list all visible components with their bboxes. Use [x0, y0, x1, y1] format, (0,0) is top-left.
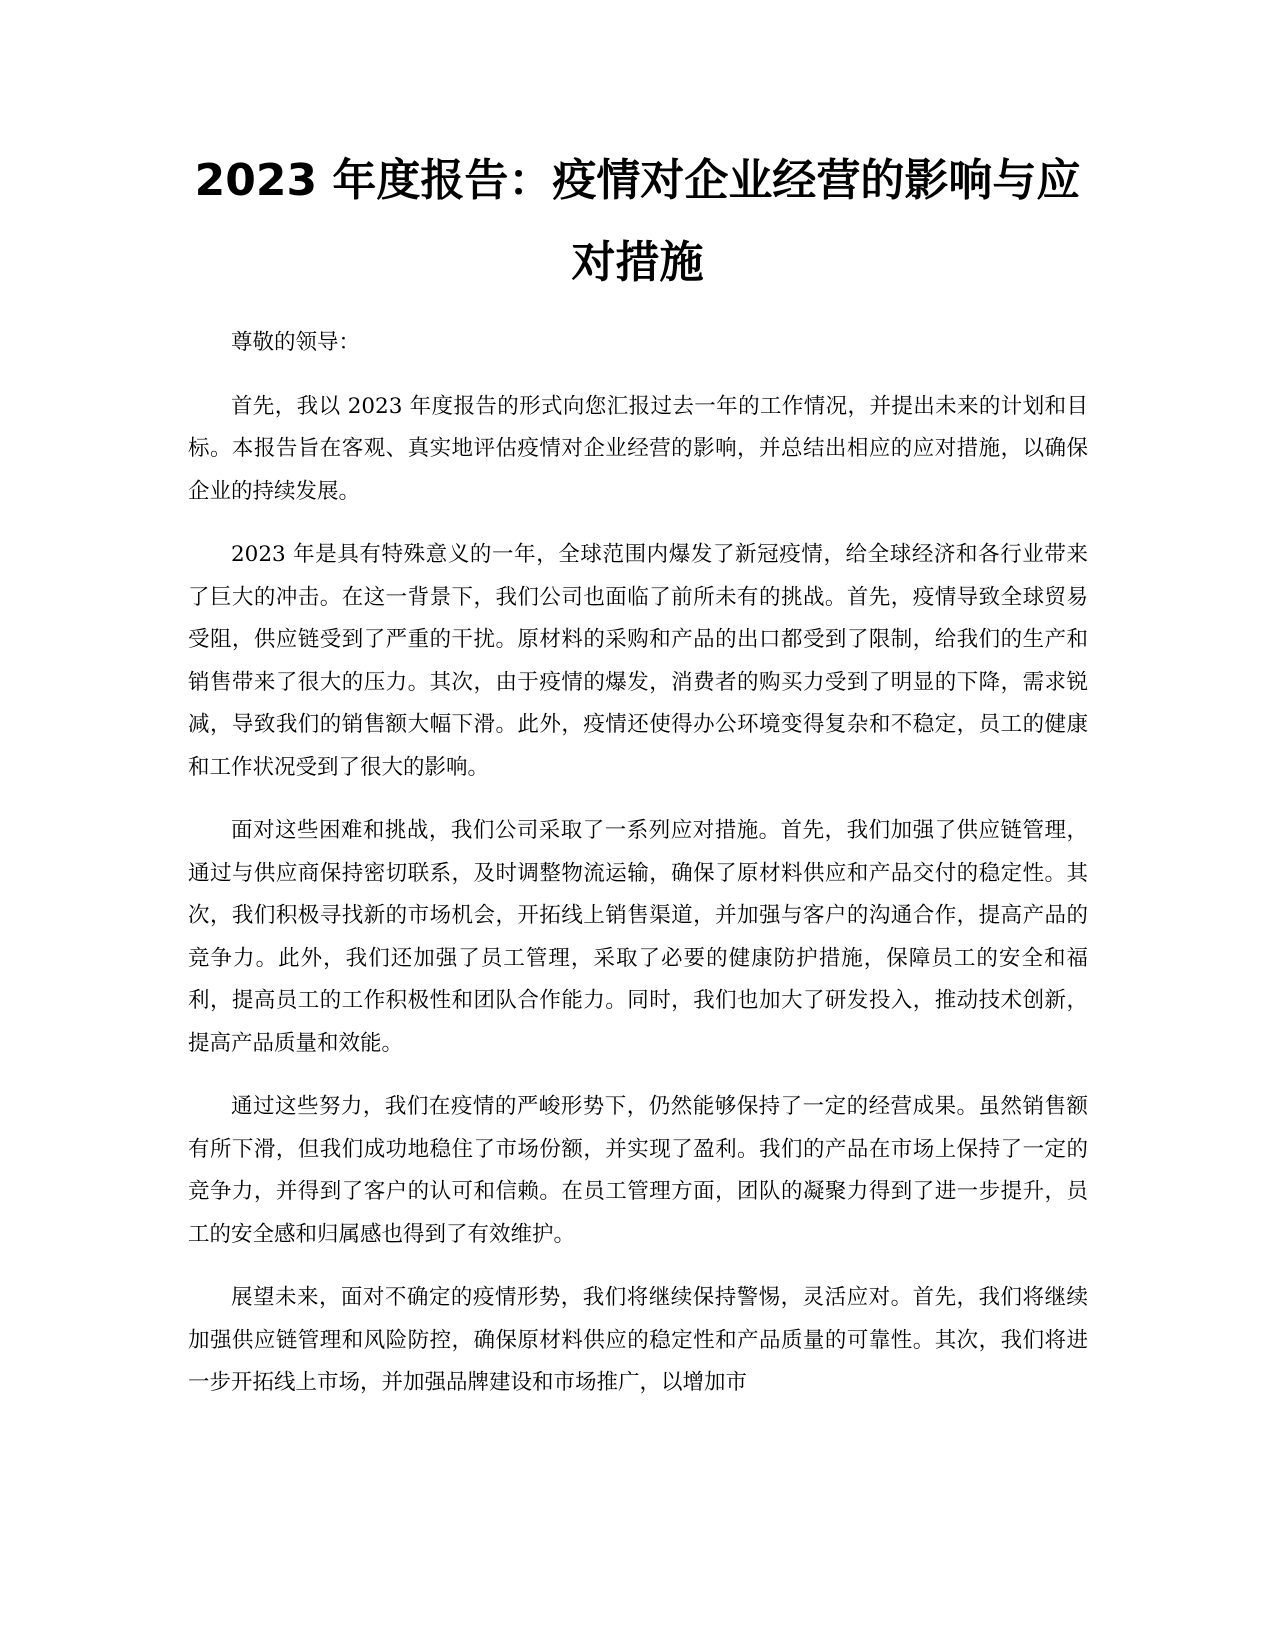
paragraph-outlook: 展望未来，面对不确定的疫情形势，我们将继续保持警惕，灵活应对。首先，我们将继续加强供应链管理和风险防控，确保原材料供应的稳定性和产品质量的可靠性。其次，我们将进一步开拓线上市场，并加强品牌建设和市场推广，以增加市 [188, 1285, 1088, 1395]
document-body [188, 322, 1088, 1426]
document-title [150, 140, 1125, 304]
paragraph-measures: 面对这些困难和挑战，我们公司采取了一系列应对措施。首先，我们加强了供应链管理，通过与供应商保持密切联系，及时调整物流运输，确保了原材料供应和产品交付的稳定性。其次，我们积极寻找新的市场机会，开拓线上销售渠道，并加强与客户的沟通合作，提高产品的竞争力。此外，我们还加强了员工管理，采取了必要的健康防护措施，保障员工的安全和福利，提高员工的工作积极性和团队合作能力。同时，我们也加大了研发投入，推动技术创新，提高产品质量和效能。 [188, 818, 1088, 1056]
paragraph-results: 通过这些努力，我们在疫情的严峻形势下，仍然能够保持了一定的经营成果。虽然销售额有所下滑，但我们成功地稳住了市场份额，并实现了盈利。我们的产品在市场上保持了一定的竞争力，并得到了客户的认可和信赖。在员工管理方面，团队的凝聚力得到了进一步提升，员工的安全感和归属感也得到了有效维护。 [188, 1094, 1088, 1247]
salutation: 尊敬的领导： [231, 330, 361, 355]
paragraph-intro: 首先，我以 2023 年度报告的形式向您汇报过去一年的工作情况，并提出未来的计划和目标。本报告旨在客观、真实地评估疫情对企业经营的影响，并总结出相应的应对措施，以确保企业的持续发展。 [188, 393, 1088, 504]
title-line-2: 对措施 [571, 237, 704, 288]
paragraph-impact: 2023 年是具有特殊意义的一年，全球范围内爆发了新冠疫情，给全球经济和各行业带来了巨大的冲击。在这一背景下，我们公司也面临了前所未有的挑战。首先，疫情导致全球贸易受阻，供应链受到了严重的干扰。原材料的采购和产品的出口都受到了限制，给我们的生产和销售带来了很大的压力。其次，由于疫情的爆发，消费者的购买力受到了明显的下降，需求锐减，导致我们的销售额大幅下滑。此外，疫情还使得办公环境变得复杂和不稳定，员工的健康和工作状况受到了很大的影响。 [188, 542, 1088, 780]
title-line-1: 2023 年度报告：疫情对企业经营的影响与应 [194, 155, 1081, 206]
